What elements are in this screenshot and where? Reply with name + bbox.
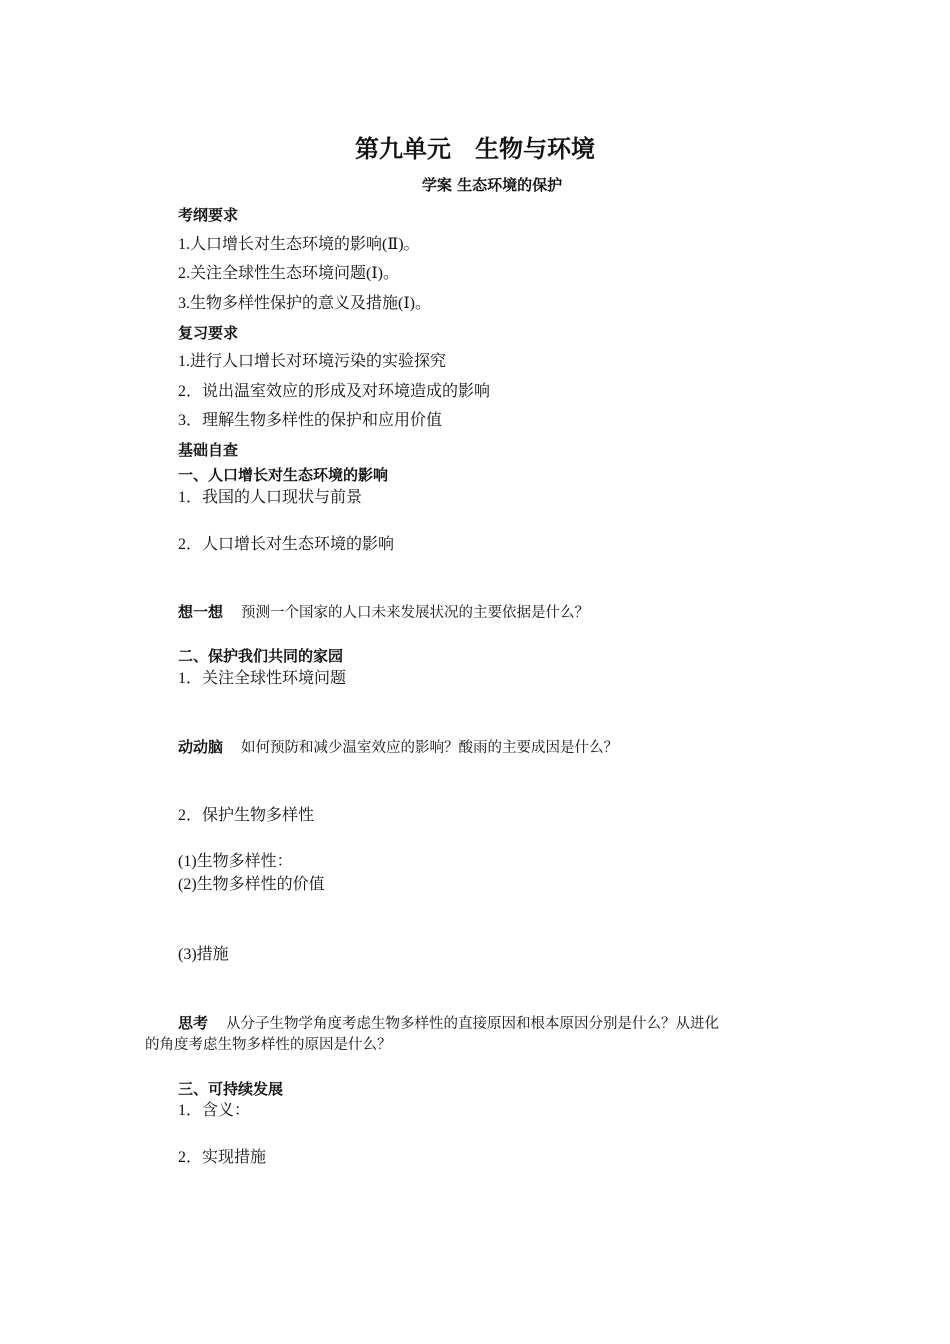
review-item-1: 1.进行人口增长对环境污染的实验探究 [178,353,447,370]
consider-text-1: 从分子生物学角度考虑生物多样性的直接原因和根本原因分别是什么？从进化 [226,1016,720,1032]
review-item-2: 2．说出温室效应的形成及对环境造成的影响 [178,383,491,400]
brain-question [178,740,618,756]
lesson-subtitle: 学案 生态环境的保护 [421,176,563,194]
consider-question-line-1 [178,1016,719,1032]
review-heading: 复习要求 [178,324,239,342]
consider-question-line-2: 的角度考虑生物多样性的原因是什么？ [145,1037,392,1053]
outline-item-3: 3.生物多样性保护的意义及措施(Ⅰ)。 [178,295,431,312]
outline-item-2: 2.关注全球性生态环境问题(Ⅰ)。 [178,265,399,282]
section-2-sub-3: (3)措施 [178,946,229,963]
consider-label: 思考 [178,1014,209,1032]
section-1-item-1: 1．我国的人口现状与前景 [178,489,363,506]
section-2-item-2: 2．保护生物多样性 [178,807,315,824]
section-1-heading: 一、人口增长对生态环境的影响 [178,466,389,484]
section-2-item-1: 1．关注全球性环境问题 [178,670,347,687]
outline-item-1: 1.人口增长对生态环境的影响(Ⅱ)。 [178,236,420,253]
section-2-sub-1: (1)生物多样性： [178,853,293,870]
unit-title: 第九单元 生物与环境 [355,135,595,163]
think-question [178,605,589,621]
outline-heading: 考纲要求 [178,206,239,224]
section-3-item-1: 1．含义： [178,1102,251,1119]
section-3-item-2: 2．实现措施 [178,1149,267,1166]
section-1-item-2: 2．人口增长对生态环境的影响 [178,536,395,553]
basics-heading: 基础自查 [178,441,239,459]
think-text: 预测一个国家的人口未来发展状况的主要依据是什么？ [241,605,590,621]
brain-text: 如何预防和减少温室效应的影响？酸雨的主要成因是什么？ [241,740,619,756]
section-2-heading: 二、保护我们共同的家园 [178,647,344,665]
review-item-3: 3．理解生物多样性的保护和应用价值 [178,412,443,429]
think-label: 想一想 [178,603,224,621]
section-3-heading: 三、可持续发展 [178,1080,284,1098]
section-2-sub-2: (2)生物多样性的价值 [178,876,325,893]
brain-label: 动动脑 [178,738,224,756]
